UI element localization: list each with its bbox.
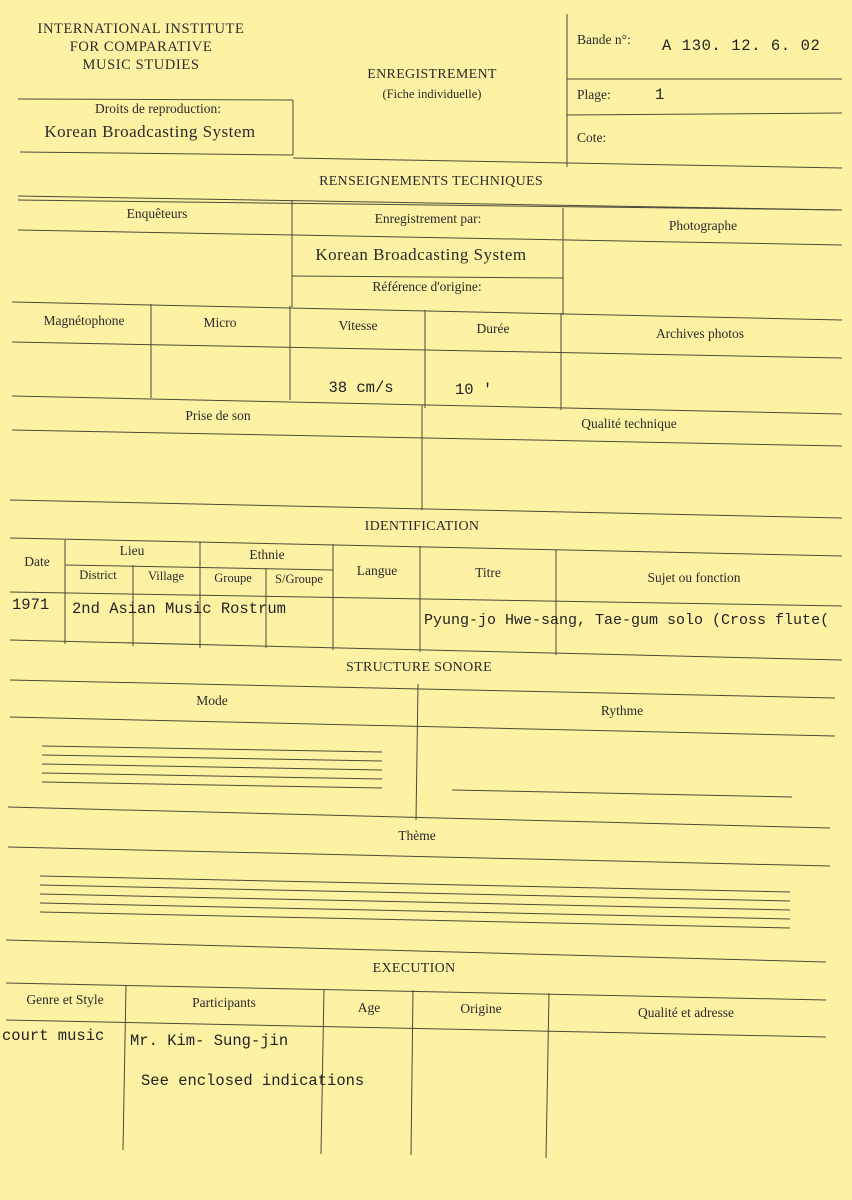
duree-value: 10 ' xyxy=(455,381,493,399)
enclosed-indications-note: See enclosed indications xyxy=(141,1072,365,1090)
plage-value: 1 xyxy=(655,86,665,104)
ethnie-label: Ethnie xyxy=(249,547,285,562)
section-title-execution: EXECUTION xyxy=(372,961,456,976)
droits-label: Droits de reproduction: xyxy=(95,101,221,116)
micro-label: Micro xyxy=(203,315,237,330)
sujet-label: Sujet ou fonction xyxy=(647,570,741,585)
enregistrement-value: Korean Broadcasting System xyxy=(315,245,527,264)
origine-label: Origine xyxy=(460,1001,502,1016)
section-title-structure: STRUCTURE SONORE xyxy=(346,660,492,675)
enregistrement-label: Enregistrement par: xyxy=(374,211,482,226)
sgroupe-label: S/Groupe xyxy=(275,572,323,586)
bande-number: A 130. 12. 6. 02 xyxy=(662,37,821,55)
institute-name-line1: INTERNATIONAL INSTITUTE xyxy=(37,21,245,37)
rythme-label: Rythme xyxy=(600,703,644,718)
genre-value: court music xyxy=(2,1027,105,1045)
date-value: 1971 xyxy=(12,596,50,614)
bande-label: Bande n°: xyxy=(577,32,631,47)
date-label: Date xyxy=(24,554,50,569)
reference-label: Référence d'origine: xyxy=(372,279,482,294)
lieu-label: Lieu xyxy=(119,543,145,558)
institute-name-line3: MUSIC STUDIES xyxy=(82,57,200,73)
vitesse-value: 38 cm/s xyxy=(328,379,394,397)
form-subtitle: (Fiche individuelle) xyxy=(382,87,482,101)
participant-value: Mr. Kim- Sung-jin xyxy=(130,1032,289,1050)
vitesse-label: Vitesse xyxy=(338,318,378,333)
district-label: District xyxy=(79,568,117,582)
qualite-adresse-label: Qualité et adresse xyxy=(638,1005,734,1020)
institute-name-line2: FOR COMPARATIVE xyxy=(69,39,213,55)
village-label: Village xyxy=(147,569,185,583)
enqueteurs-label: Enquêteurs xyxy=(126,206,188,221)
photographe-label: Photographe xyxy=(668,218,738,233)
age-label: Age xyxy=(357,1000,381,1015)
langue-label: Langue xyxy=(356,563,398,578)
genre-style-label: Genre et Style xyxy=(26,992,104,1007)
lieu-value: 2nd Asian Music Rostrum xyxy=(72,600,286,618)
mode-label: Mode xyxy=(196,693,228,708)
qualite-technique-label: Qualité technique xyxy=(581,416,677,431)
groupe-label: Groupe xyxy=(214,571,252,585)
theme-label: Thème xyxy=(398,828,436,843)
form-title: ENREGISTREMENT xyxy=(367,67,497,82)
titre-label: Titre xyxy=(475,565,501,580)
duree-label: Durée xyxy=(476,321,510,336)
magnetophone-label: Magnétophone xyxy=(43,313,125,328)
cote-label: Cote: xyxy=(577,130,607,145)
plage-label: Plage: xyxy=(577,87,611,102)
droits-value: Korean Broadcasting System xyxy=(44,122,256,141)
titre-value: Pyung-jo Hwe-sang, Tae-gum solo (Cross flute( xyxy=(424,612,830,629)
participants-label: Participants xyxy=(192,995,256,1010)
section-title-techniques: RENSEIGNEMENTS TECHNIQUES xyxy=(319,174,543,189)
section-title-identification: IDENTIFICATION xyxy=(364,519,480,534)
prise-de-son-label: Prise de son xyxy=(185,408,251,423)
archives-photos-label: Archives photos xyxy=(655,326,745,341)
